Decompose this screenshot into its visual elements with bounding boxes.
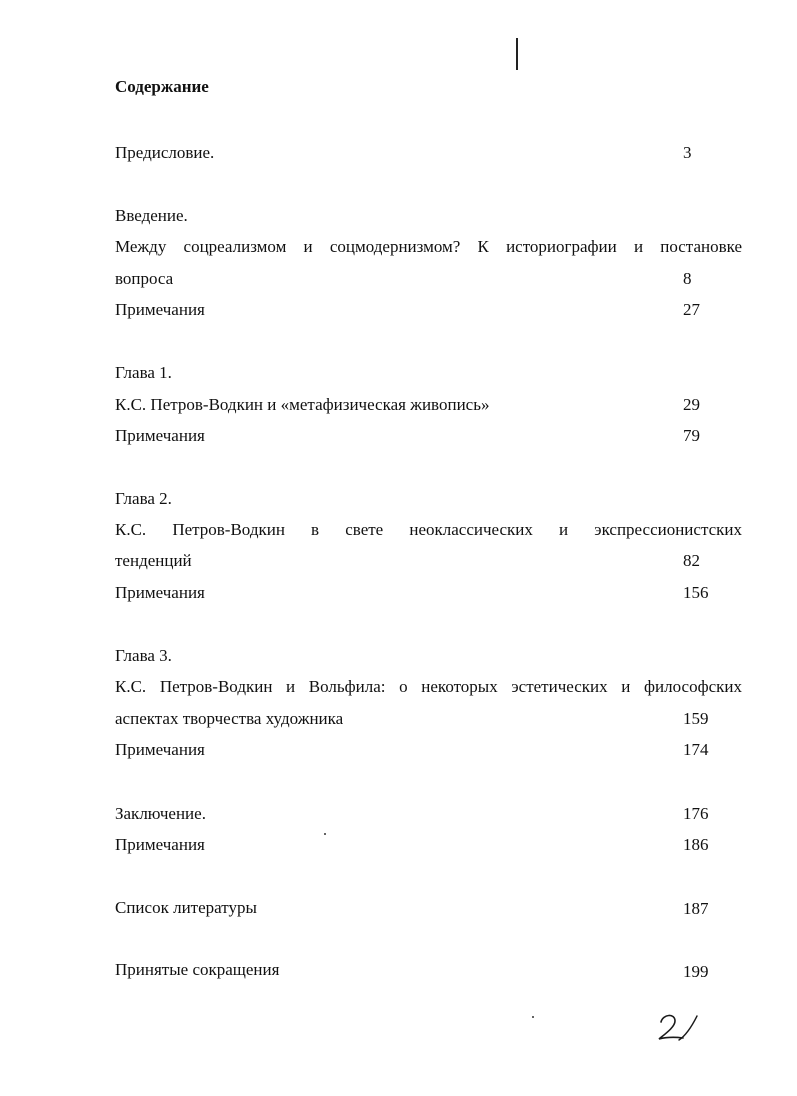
toc-ch2-notes-page: 156 <box>683 583 709 602</box>
toc-ch2-title-line1 <box>115 520 742 540</box>
toc-intro-notes-page: 27 <box>683 300 700 319</box>
toc-ch1-page: 29 <box>683 395 700 414</box>
toc-ch3-notes-label: Примечания <box>115 740 205 759</box>
toc-literature-label: Список литературы <box>115 898 257 917</box>
page-title: Содержание <box>115 77 209 96</box>
toc-ch2-heading: Глава 2. <box>115 489 172 508</box>
toc-intro-title-line1-text: Между соцреализмом и соцмодернизмом? К историографии и постановке <box>115 237 742 256</box>
toc-ch3-title-line2: аспектах творчества художника <box>115 709 344 728</box>
toc-ch1-heading: Глава 1. <box>115 363 172 382</box>
toc-ch3-page: 159 <box>683 709 709 728</box>
toc-ch2-page: 82 <box>683 551 700 570</box>
toc-intro-page: 8 <box>683 269 692 288</box>
toc-intro-notes-label: Примечания <box>115 300 205 319</box>
toc-conclusion-notes-page: 186 <box>683 835 709 854</box>
toc-abbreviations-label: Принятые сокращения <box>115 960 280 979</box>
margin-mark <box>516 38 518 70</box>
toc-conclusion-notes-label: Примечания <box>115 835 205 854</box>
toc-ch2-title-line1-text: К.С. Петров-Водкин в свете неоклассических и экспрессионистских <box>115 520 742 539</box>
scan-speck <box>324 833 326 835</box>
toc-abbreviations-page: 199 <box>683 962 709 981</box>
toc-intro-title-line1 <box>115 237 742 257</box>
toc-ch3-title-line1-text: К.С. Петров-Водкин и Вольфила: о некоторых эстетических и философских <box>115 677 742 696</box>
toc-ch3-notes-page: 174 <box>683 740 709 759</box>
toc-ch3-title-line1 <box>115 677 742 697</box>
toc-intro-heading: Введение. <box>115 206 188 225</box>
toc-ch1-title: К.С. Петров-Водкин и «метафизическая живопись» <box>115 395 490 414</box>
toc-ch1-notes-label: Примечания <box>115 426 205 445</box>
toc-ch2-notes-label: Примечания <box>115 583 205 602</box>
handwritten-page-number <box>655 1010 703 1046</box>
toc-literature-page: 187 <box>683 899 709 918</box>
toc-ch2-title-line2: тенденций <box>115 551 192 570</box>
scan-speck <box>532 1016 534 1018</box>
toc-ch3-heading: Глава 3. <box>115 646 172 665</box>
toc-ch1-notes-page: 79 <box>683 426 700 445</box>
toc-intro-title-line2: вопроса <box>115 269 174 288</box>
toc-conclusion-label: Заключение. <box>115 804 206 823</box>
toc-preface-page: 3 <box>683 143 692 162</box>
toc-conclusion-page: 176 <box>683 804 709 823</box>
toc-preface-label: Предисловие. <box>115 143 215 162</box>
